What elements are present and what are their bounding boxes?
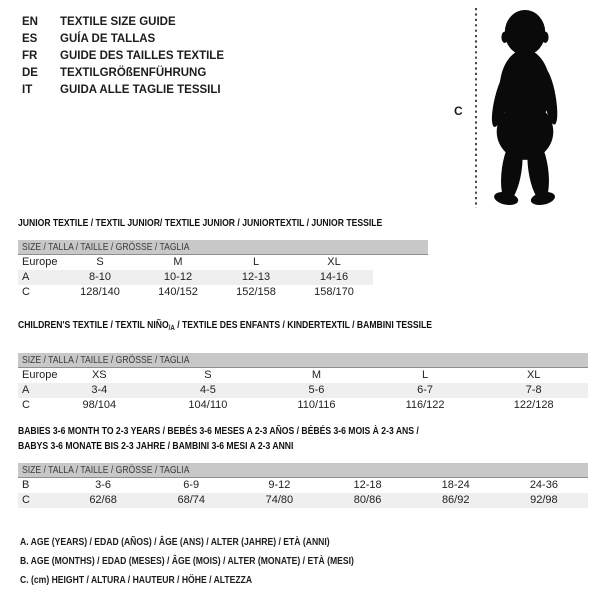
size-header-bar: SIZE / TALLA / TAILLE / GRÖSSE / TAGLIA: [18, 240, 428, 255]
children-table-title: CHILDREN'S TEXTILE / TEXTIL NIÑO/A / TEXTILE DES ENFANTS / KINDERTEXTIL / BAMBINI TESSILE: [18, 319, 433, 332]
table-row: A 3-4 4-5 5-6 6-7 7-8: [18, 383, 588, 398]
table-row: B 3-6 6-9 9-12 12-18 18-24 24-36: [22, 479, 558, 491]
table-row: A 8-10 10-12 12-13 14-16: [18, 270, 373, 285]
junior-table-section: [18, 217, 428, 300]
table-row: C 98/104 104/110 110/116 116/122 122/128: [22, 399, 554, 411]
children-size-table: [18, 368, 588, 413]
language-code: IT: [22, 83, 33, 96]
language-code: ES: [22, 32, 38, 45]
babies-size-table: [18, 478, 588, 508]
babies-table-section: [18, 424, 588, 508]
table-row: C 128/140 140/152 152/158 158/170: [22, 286, 354, 298]
junior-table-title: JUNIOR TEXTILE / TEXTIL JUNIOR/ TEXTILE JUNIOR / JUNIORTEXTIL / JUNIOR TESSILE: [18, 217, 383, 229]
language-row: [22, 48, 224, 65]
note-height-cm: C. (cm) HEIGHT / ALTURA / HAUTEUR / HÖHE / ALTEZZA: [20, 573, 253, 586]
note-age-months: B. AGE (MONTHS) / EDAD (MESES) / ÂGE (MOIS) / ALTER (MONATE) / ETÀ (MESI): [20, 554, 354, 567]
language-title-list: [22, 14, 224, 99]
language-title: TEXTILE SIZE GUIDE: [60, 16, 176, 28]
baby-silhouette-icon: [482, 9, 568, 207]
size-header-bar: SIZE / TALLA / TAILLE / GRÖSSE / TAGLIA: [18, 353, 588, 368]
language-title: TEXTILGRÖßENFÜHRUNG: [60, 66, 207, 79]
height-dotted-line: [474, 8, 478, 213]
language-code: EN: [22, 16, 38, 28]
junior-size-table: [18, 255, 373, 300]
language-title: GUIDA ALLE TAGLIE TESSILI: [60, 83, 221, 96]
language-row: [22, 31, 224, 48]
legend-notes: [20, 533, 427, 589]
subscript-a: /A: [168, 323, 175, 332]
language-code: FR: [22, 49, 38, 62]
language-row: [22, 65, 224, 82]
size-header-bar: SIZE / TALLA / TAILLE / GRÖSSE / TAGLIA: [18, 463, 588, 478]
height-measure-label: C: [454, 104, 463, 118]
table-row: C 62/68 68/74 74/80 80/86 86/92 92/98: [18, 493, 588, 508]
dotted-line-graphic: [474, 8, 478, 208]
language-title: GUÍA DE TALLAS: [60, 32, 156, 45]
table-row: Europe S M L XL: [22, 256, 341, 268]
language-row: [22, 14, 224, 31]
language-code: DE: [22, 66, 38, 79]
note-age-years: A. AGE (YEARS) / EDAD (AÑOS) / ÂGE (ANS) / ALTER (JAHRE) / ETÀ (ANNI): [20, 536, 330, 548]
babies-table-title: BABIES 3-6 MONTH TO 2-3 YEARS / BEBÉS 3-6 MESES A 2-3 AÑOS / BÉBÉS 3-6 MOIS À 2-3 ANS / BABYS 3-6 MONATE BIS 2-3 JAHRE / BAMBINI 3-6 MESI A 2-3 ANNI: [18, 425, 419, 452]
table-row: Europe XS S M L XL: [22, 369, 541, 381]
children-table-section: [18, 319, 588, 413]
language-row: [22, 82, 224, 99]
language-title: GUIDE DES TAILLES TEXTILE: [60, 49, 224, 62]
